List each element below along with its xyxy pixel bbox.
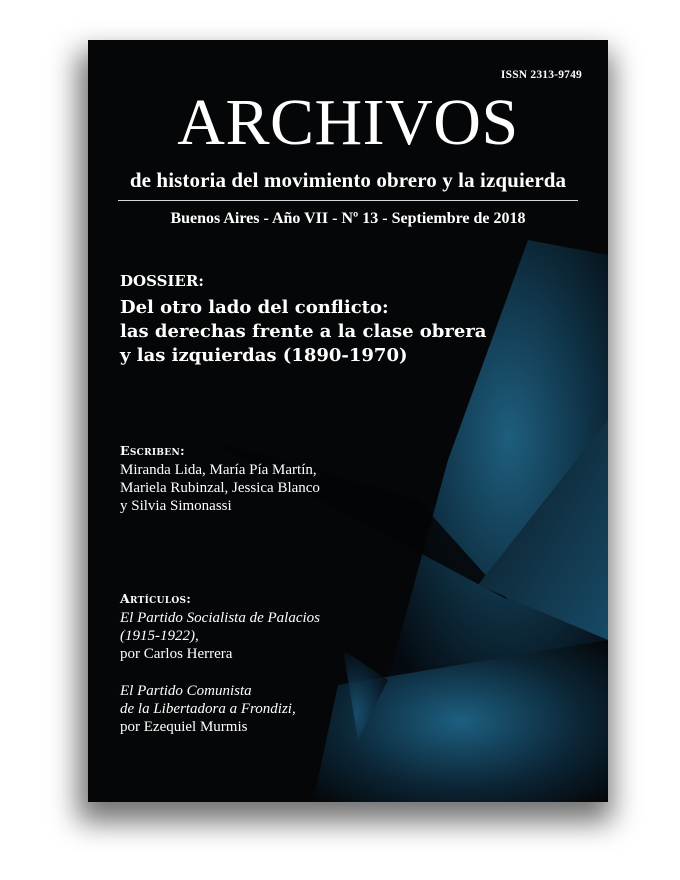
dossier-title-line: Del otro lado del conflicto: (120, 297, 389, 318)
issue-line: Buenos Aires - Año VII - Nº 13 - Septiembre de 2018 (170, 210, 526, 227)
articles-label: Artículos: (120, 591, 192, 606)
writers-label: Escriben: (120, 443, 185, 458)
article-item (120, 682, 296, 736)
article-title-line: El Partido Comunista (120, 683, 252, 699)
dossier-title-line: y las izquierdas (1890-1970) (120, 345, 408, 366)
writers-line: y Silvia Simonassi (120, 498, 232, 514)
writers-line: Mariela Rubinzal, Jessica Blanco (120, 480, 320, 496)
article-title-line: El Partido Socialista de Palacios (120, 610, 320, 626)
journal-title: ARCHIVOS (177, 86, 519, 159)
article-title-line: de la Libertadora a Frondizi, (120, 701, 296, 717)
divider (118, 200, 578, 201)
article-author: por Ezequiel Murmis (120, 719, 248, 735)
journal-subtitle: de historia del movimiento obrero y la izquierda (129, 168, 567, 192)
article-item (120, 609, 320, 663)
issn-number: ISSN 2313-9749 (500, 69, 582, 81)
dossier-label: DOSSIER: (120, 272, 204, 290)
article-author: por Carlos Herrera (120, 646, 233, 662)
writers-list (120, 461, 320, 515)
book-cover (88, 40, 608, 802)
writers-line: Miranda Lida, María Pía Martín, (120, 462, 317, 478)
dossier-title-line: las derechas frente a la clase obrera (120, 321, 487, 342)
dossier-title (120, 296, 540, 368)
article-title-line: (1915-1922), (120, 628, 199, 644)
